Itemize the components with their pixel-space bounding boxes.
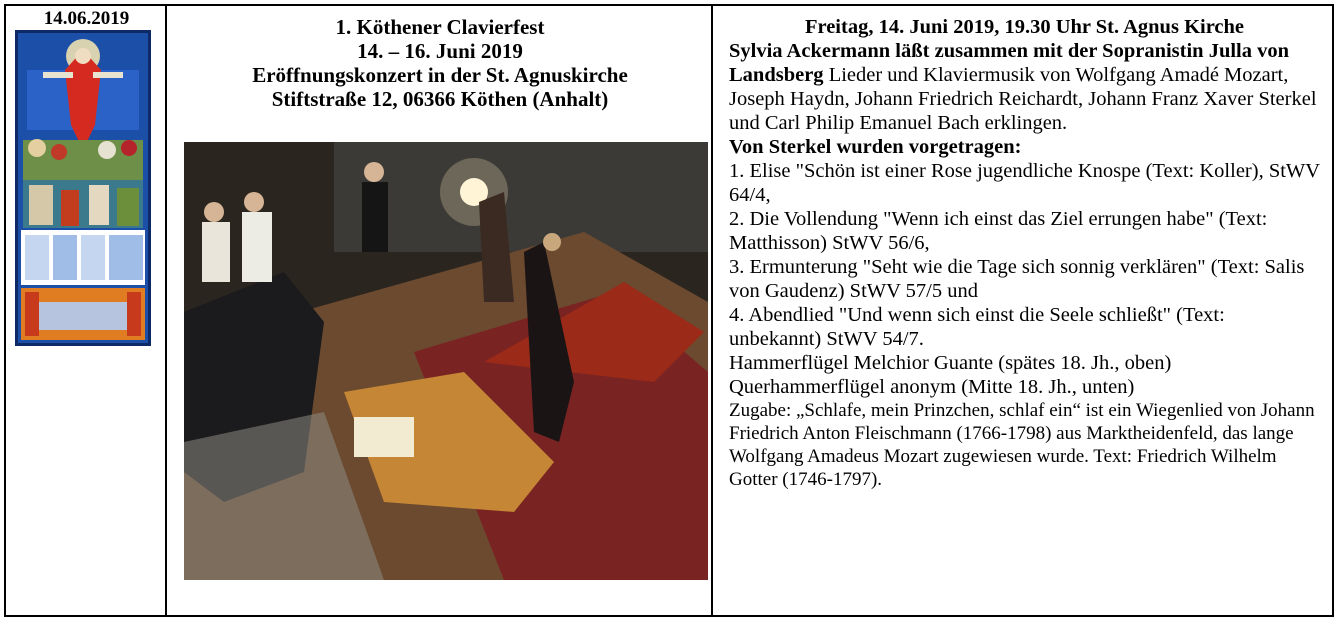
festival-dates: 14. – 16. Juni 2019 (357, 39, 523, 63)
date-column (8, 6, 165, 29)
concert-photo (184, 142, 708, 580)
stained-glass-window-image (15, 30, 151, 346)
program-item: 2. Die Vollendung "Wenn ich einst das Ziel errungen habe" (Text: Matthisson) StWV 56/6, (729, 208, 1268, 254)
intro-performers: Sylvia Ackermann läßt zusammen mit der Sopranistin Julla von Landsberg (729, 40, 1290, 86)
sterkel-heading: Von Sterkel wurden vorgetragen: (729, 136, 1022, 158)
festival-title: 1. Köthener Clavierfest (335, 15, 545, 39)
program-item: 1. Elise "Schön ist einer Rose jugendliche Knospe (Text: Koller), StWV 64/4, (729, 160, 1320, 206)
program-column (716, 6, 1334, 491)
event-header (170, 15, 710, 111)
venue-address: Stiftstraße 12, 06366 Köthen (Anhalt) (271, 87, 609, 111)
date-label: 14.06.2019 (43, 8, 130, 29)
instrument-note: Querhammerflügel anonym (Mitte 18. Jh., unten) (729, 376, 1135, 398)
intro-paragraph (729, 39, 1320, 135)
program-item: 3. Ermunterung "Seht wie die Tage sich sonnig verklären" (Text: Salis von Gaudenz) StWV 57/5 und (729, 256, 1305, 302)
intro-text: Lieder und Klaviermusik von Wolfgang Amadé Mozart, Joseph Haydn, Johann Friedrich Reichardt, Johann Franz Xaver Sterkel und Carl Philip Emanuel Bach erklingen. (729, 64, 1317, 134)
column-divider (711, 4, 713, 617)
encore-note: Zugabe: „Schlafe, mein Prinzchen, schlaf ein“ ist ein Wiegenlied von Johann Friedrich Anton Fleischmann (1766-1798) aus Marktheidenfeld, das lange Wolfgang Amadeus Mozart zugewiesen wurde. Text: Friedrich Wilhelm Gotter (1746-1797). (729, 400, 1315, 490)
instrument-note: Hammerflügel Melchior Guante (spätes 18. Jh., oben) (729, 352, 1172, 374)
concert-heading: Freitag, 14. Juni 2019, 19.30 Uhr St. Agnus Kirche (804, 16, 1245, 38)
concert-title: Eröffnungskonzert in der St. Agnuskirche (252, 63, 628, 87)
event-column (170, 6, 710, 111)
column-divider (165, 4, 167, 617)
program-item: 4. Abendlied "Und wenn sich einst die Seele schließt" (Text: unbekannt) StWV 54/7. (729, 304, 1225, 350)
